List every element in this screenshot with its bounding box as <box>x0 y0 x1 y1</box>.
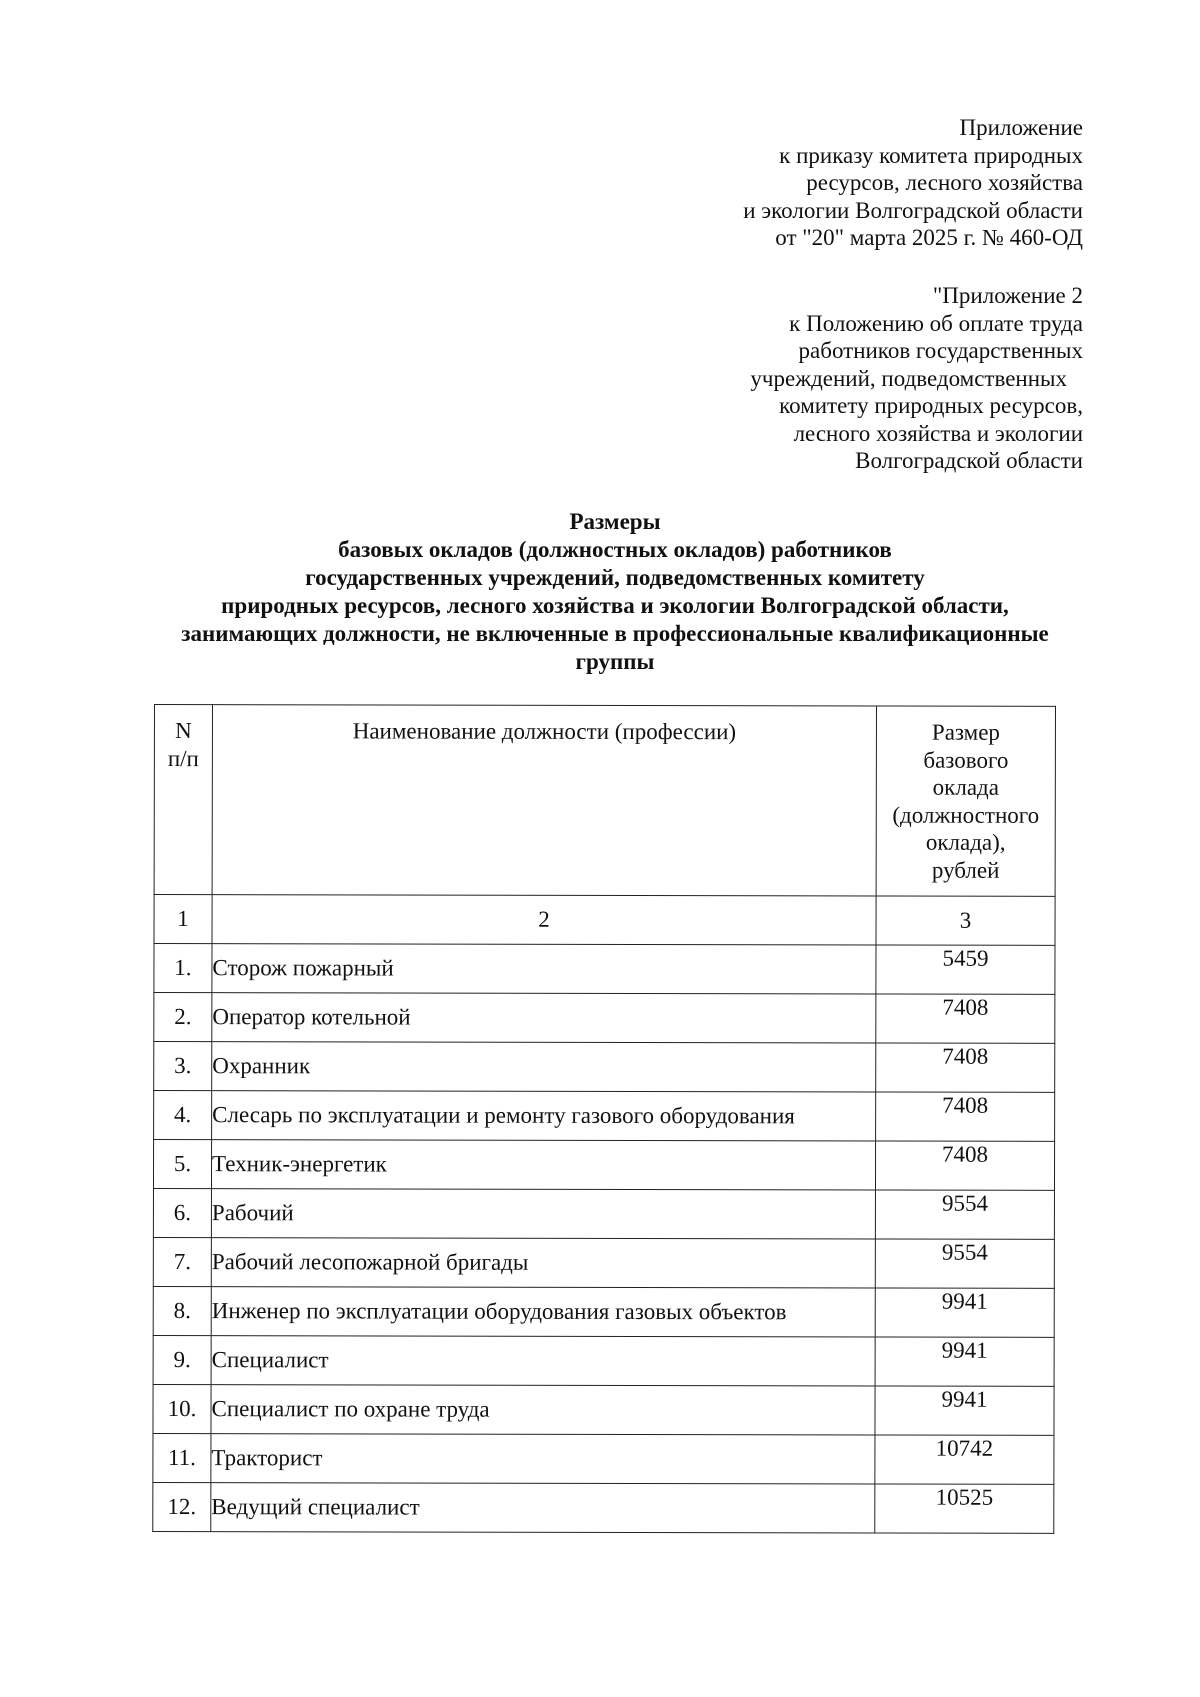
row-number: 3. <box>154 1042 212 1091</box>
salary-value: 9941 <box>875 1337 1054 1386</box>
header-num <box>154 705 212 895</box>
header-num-line: N <box>175 718 192 744</box>
table-row <box>153 1189 1054 1240</box>
row-number: 4. <box>154 1091 212 1140</box>
position-name: Сторож пожарный <box>212 944 876 994</box>
salary-value: 7408 <box>876 1092 1055 1141</box>
table-row <box>153 1335 1054 1386</box>
appendix2-line: к Положению об оплате труда <box>789 310 1083 336</box>
title-line: государственных учреждений, подведомственных комитету <box>305 565 925 590</box>
table-body <box>153 944 1055 1534</box>
document-title <box>120 508 1110 676</box>
table-row <box>154 944 1055 995</box>
position-name: Рабочий лесопожарной бригады <box>211 1238 875 1288</box>
table-row <box>153 1433 1054 1484</box>
salary-table <box>152 704 1056 1534</box>
table-header-row <box>154 705 1055 897</box>
column-index: 2 <box>212 895 876 945</box>
row-number: 12. <box>153 1482 211 1531</box>
table-row <box>154 1091 1055 1142</box>
header-num-line: п/п <box>167 745 199 771</box>
header-name-line: Наименование должности (профессии) <box>352 718 737 745</box>
header-salary-line: оклада), <box>925 829 1006 855</box>
header-salary-line: (должностного <box>892 802 1040 828</box>
header-salary <box>876 706 1055 896</box>
position-name: Ведущий специалист <box>211 1483 875 1533</box>
row-number: 8. <box>153 1286 211 1335</box>
row-number: 7. <box>153 1237 211 1286</box>
salary-value: 10742 <box>875 1435 1054 1484</box>
position-name: Специалист <box>211 1336 875 1386</box>
column-index: 1 <box>154 895 212 944</box>
salary-value: 7408 <box>876 1043 1055 1092</box>
table-row <box>153 1384 1054 1435</box>
appendix-line: и экологии Волгоградской области <box>743 197 1083 223</box>
salary-value: 7408 <box>876 994 1055 1043</box>
appendix-header <box>743 114 1083 252</box>
position-name: Оператор котельной <box>212 993 876 1043</box>
salary-value: 5459 <box>876 945 1055 994</box>
appendix2-line: комитету природных ресурсов, <box>779 393 1083 418</box>
title-line: занимающих должности, не включенные в профессиональные квалификационные <box>181 621 1049 646</box>
position-name: Специалист по охране труда <box>211 1385 875 1435</box>
salary-value: 9941 <box>875 1386 1054 1435</box>
salary-value: 10525 <box>875 1484 1054 1533</box>
title-line: группы <box>575 649 655 674</box>
position-name: Слесарь по эксплуатации и ремонту газового оборудования <box>212 1091 876 1141</box>
salary-value: 9941 <box>875 1288 1054 1337</box>
table-row <box>153 1140 1054 1191</box>
appendix-line: ресурсов, лесного хозяйства <box>806 170 1083 195</box>
position-name: Техник-энергетик <box>211 1140 875 1190</box>
column-index-row <box>154 895 1055 946</box>
header-salary-line: Размер <box>931 719 1000 745</box>
header-salary-line: оклада <box>932 774 999 800</box>
appendix2-header <box>750 282 1083 475</box>
position-name: Рабочий <box>211 1189 875 1239</box>
position-name: Охранник <box>212 1042 876 1092</box>
position-name: Инженер по эксплуатации оборудования газовых объектов <box>211 1287 875 1337</box>
title-line: Размеры <box>569 509 661 534</box>
row-number: 11. <box>153 1433 211 1482</box>
salary-value: 9554 <box>875 1239 1054 1288</box>
title-line: природных ресурсов, лесного хозяйства и экологии Волгоградской области, <box>221 593 1009 618</box>
salary-value: 7408 <box>875 1141 1054 1190</box>
title-line: базовых окладов (должностных окладов) работников <box>338 537 892 562</box>
header-salary-line: базового <box>923 747 1009 773</box>
table-row <box>154 993 1055 1044</box>
row-number: 6. <box>153 1189 211 1238</box>
row-number: 1. <box>154 944 212 993</box>
appendix2-line: Волгоградской области <box>855 448 1083 473</box>
row-number: 2. <box>154 993 212 1042</box>
row-number: 10. <box>153 1384 211 1433</box>
table-row <box>153 1482 1054 1533</box>
row-number: 5. <box>153 1140 211 1189</box>
table-row <box>153 1237 1054 1288</box>
appendix-line: к приказу комитета природных <box>779 142 1083 168</box>
header-salary-line: рублей <box>931 857 1000 883</box>
appendix2-line: работников государственных <box>798 338 1083 363</box>
appendix-line: Приложение <box>959 115 1083 140</box>
salary-value: 9554 <box>875 1190 1054 1239</box>
appendix-line: от "20" марта 2025 г. № 460-ОД <box>775 225 1083 250</box>
table-row <box>154 1042 1055 1093</box>
table-row <box>153 1286 1054 1337</box>
position-name: Тракторист <box>211 1434 875 1484</box>
column-index: 3 <box>876 896 1055 945</box>
appendix2-line: учреждений, подведомственных <box>750 365 1067 391</box>
header-name <box>212 705 876 896</box>
row-number: 9. <box>153 1335 211 1384</box>
appendix2-line: лесного хозяйства и экологии <box>793 420 1083 446</box>
appendix2-line: "Приложение 2 <box>932 283 1083 308</box>
